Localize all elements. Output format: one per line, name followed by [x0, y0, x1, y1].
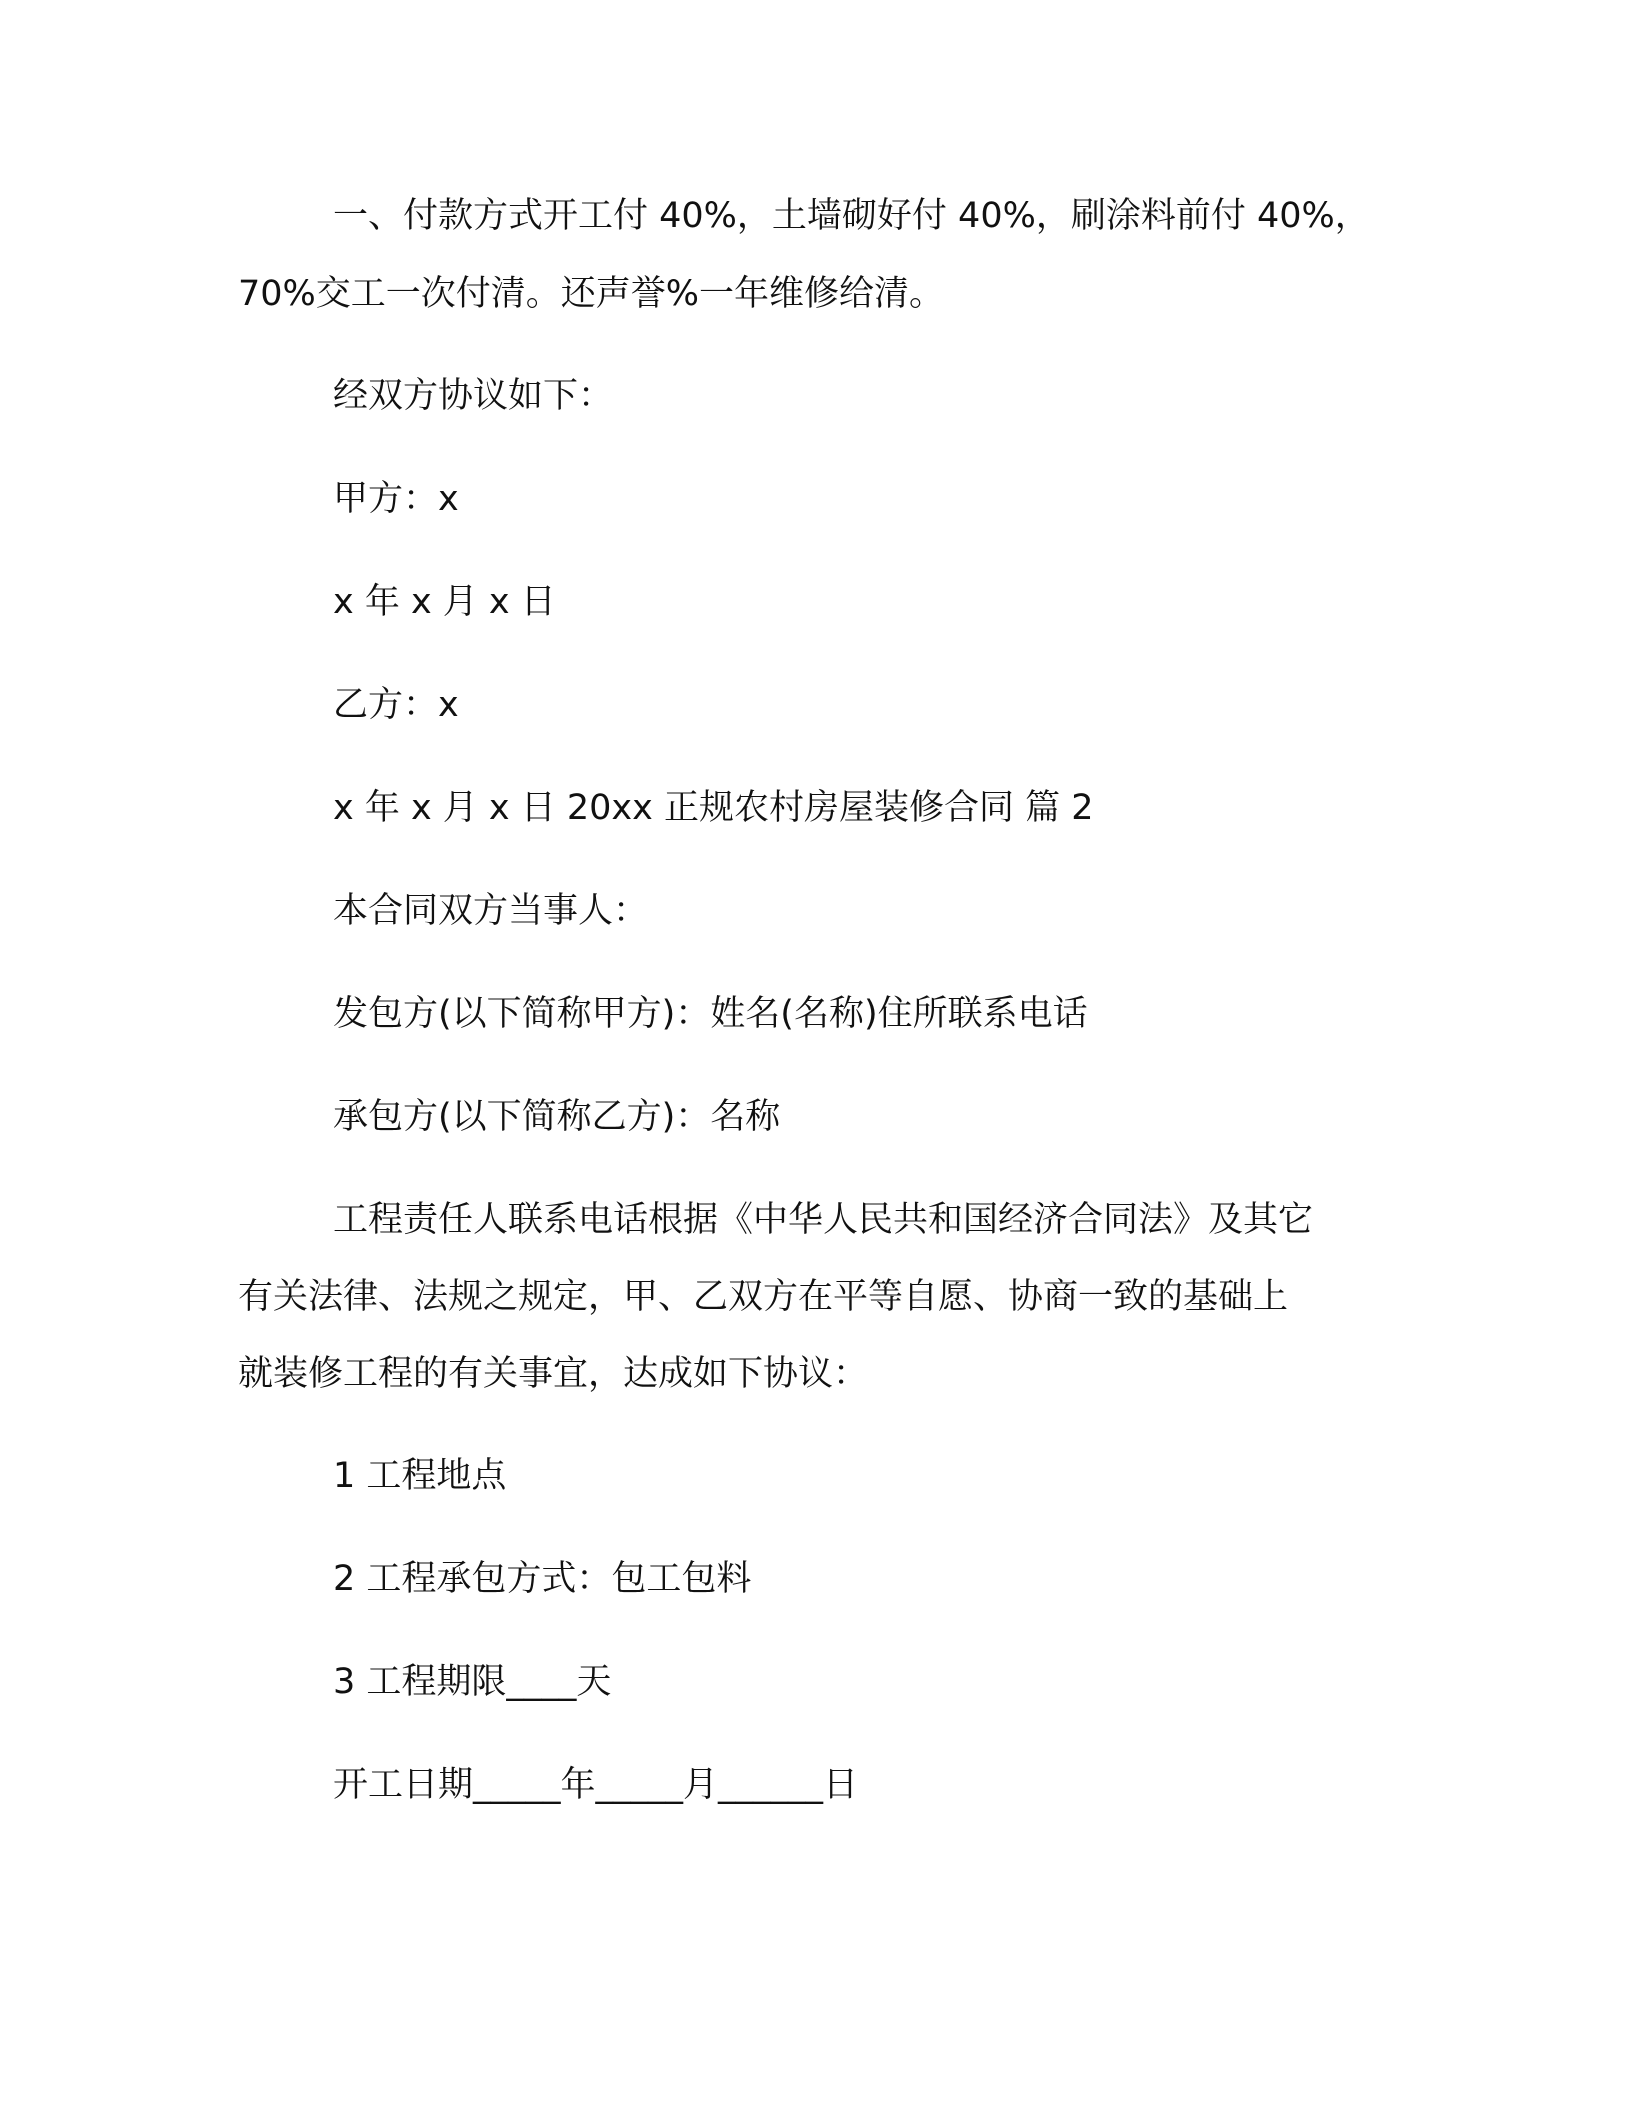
paragraph-line: 就装修工程的有关事宜，达成如下协议：	[238, 1354, 869, 1394]
paragraph-date-a: x 年 x 月 x 日	[333, 582, 556, 622]
paragraph-line: 一、付款方式开工付 40%，土墙砌好付 40%，刷涂料前付 40%，	[333, 196, 1370, 236]
paragraph-employer: 发包方(以下简称甲方)：姓名(名称)住所联系电话	[333, 994, 1088, 1034]
paragraph-payment-terms	[238, 178, 1483, 255]
paragraph-party-b: 乙方：x	[333, 685, 459, 725]
paragraph-start-date: 开工日期_____年_____月______日	[333, 1765, 859, 1805]
paragraph-date-and-section-heading: x 年 x 月 x 日 20xx 正规农村房屋装修合同 篇 2	[333, 788, 1094, 828]
paragraph-project-location: 1 工程地点	[333, 1456, 507, 1496]
paragraph-project-duration: 3 工程期限____天	[333, 1662, 612, 1702]
paragraph-party-a: 甲方：x	[333, 479, 459, 519]
paragraph-contract-parties: 本合同双方当事人：	[333, 891, 649, 931]
paragraph-contractor: 承包方(以下简称乙方)：名称	[333, 1097, 781, 1137]
paragraph-line: 有关法律、法规之规定，甲、乙双方在平等自愿、协商一致的基础上	[238, 1277, 1289, 1317]
paragraph-agreement-intro: 经双方协议如下：	[333, 376, 614, 416]
paragraph-legal-basis-line-3	[238, 1336, 1418, 1413]
paragraph-contract-method: 2 工程承包方式：包工包料	[333, 1559, 752, 1599]
paragraph-legal-basis	[238, 1182, 1483, 1259]
paragraph-payment-terms-continued	[238, 256, 1418, 333]
paragraph-legal-basis-line-2	[238, 1259, 1418, 1336]
paragraph-line: 工程责任人联系电话根据《中华人民共和国经济合同法》及其它	[333, 1200, 1314, 1240]
paragraph-line: 70%交工一次付清。还声誉%一年维修给清。	[238, 274, 945, 314]
